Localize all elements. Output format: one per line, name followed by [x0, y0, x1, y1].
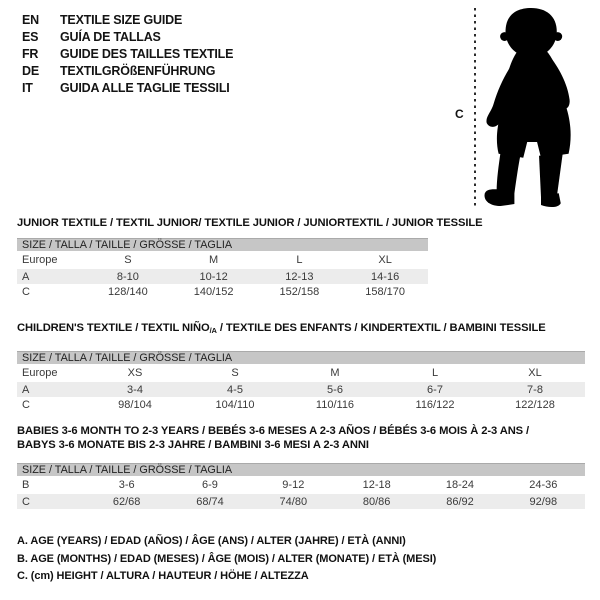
legend-line: C. (cm) HEIGHT / ALTURA / HAUTEUR / HÖHE / ALTEZZA	[17, 570, 309, 582]
table-cell: 152/158	[279, 285, 320, 298]
title-text: /A	[209, 326, 217, 335]
size-table-section	[17, 424, 585, 509]
row-label: A	[22, 383, 30, 396]
table-cell: 3-4	[127, 383, 143, 396]
table-row	[17, 494, 585, 509]
table-cell: 8-10	[116, 270, 139, 283]
table-cell: 3-6	[118, 479, 135, 491]
language-title: GUIDE DES TAILLES TEXTILE	[60, 47, 234, 61]
language-row	[22, 29, 233, 46]
title-text: BABYS 3-6 MONATE BIS 2-3 JAHRE / BAMBINI 3-6 MESI A 2-3 ANNI	[17, 439, 369, 451]
table-cell: 6-9	[202, 479, 218, 491]
table-cell: L	[296, 254, 303, 266]
section-title-line	[17, 321, 585, 338]
row-label: C	[22, 285, 30, 298]
table-cell: 140/152	[193, 285, 234, 298]
table-cell: 9-12	[282, 479, 305, 491]
language-code: DE	[22, 64, 39, 78]
table-row	[17, 284, 428, 299]
legend	[17, 533, 436, 586]
section-title	[17, 216, 483, 230]
table-cell: 10-12	[199, 270, 228, 283]
language-code: EN	[22, 13, 39, 27]
language-row	[22, 63, 233, 80]
height-measure-dashed-line	[474, 8, 476, 208]
table-cell: M	[330, 367, 340, 379]
table-cell: 110/116	[315, 398, 355, 411]
table-cell: 24-36	[529, 479, 558, 491]
table-cell: 80/86	[362, 495, 391, 508]
section-title	[17, 321, 585, 338]
row-label: B	[22, 479, 30, 491]
table-cell: XS	[127, 367, 143, 379]
legend-line: B. AGE (MONTHS) / EDAD (MESES) / ÂGE (MOIS) / ALTER (MONATE) / ETÀ (MESI)	[17, 552, 437, 565]
table-cell: 122/128	[515, 398, 555, 411]
size-table-section	[17, 321, 585, 412]
table-cell: XL	[528, 367, 542, 379]
language-code: ES	[22, 30, 39, 44]
table-row	[17, 397, 585, 412]
table-cell: 116/122	[415, 398, 455, 411]
size-table	[17, 351, 585, 412]
row-label: Europe	[22, 367, 58, 379]
row-label: A	[22, 270, 30, 283]
table-cell: 68/74	[196, 495, 224, 508]
table-cell: XL	[378, 254, 392, 266]
table-cell: L	[431, 367, 439, 379]
legend-line: A. AGE (YEARS) / EDAD (AÑOS) / ÂGE (ANS) / ALTER (JAHRE) / ETÀ (ANNI)	[17, 535, 406, 547]
table-cell: 158/170	[365, 285, 405, 298]
table-cell: 62/68	[112, 495, 141, 508]
table-cell: 6-7	[427, 383, 443, 396]
size-table-section	[17, 216, 483, 299]
height-marker-label: C	[455, 107, 464, 121]
title-text: / TEXTILE DES ENFANTS / KINDERTEXTIL / BAMBINI TESSILE	[216, 322, 546, 334]
table-cell: S	[231, 367, 239, 379]
language-row	[22, 12, 233, 29]
size-table	[17, 463, 585, 509]
size-table	[17, 238, 428, 299]
language-title: GUIDA ALLE TAGLIE TESSILI	[60, 81, 230, 95]
table-cell: 18-24	[445, 479, 475, 491]
table-cell: 7-8	[527, 383, 543, 396]
table-cell: 86/92	[446, 495, 474, 508]
row-label: C	[22, 398, 30, 411]
table-cell: S	[124, 254, 132, 266]
table-cell: M	[209, 254, 219, 266]
table-cell: 128/140	[107, 285, 148, 298]
language-title: TEXTILGRÖßENFÜHRUNG	[60, 64, 216, 78]
language-code: FR	[22, 47, 39, 61]
table-size-header: SIZE / TALLA / TAILLE / GRÖSSE / TAGLIA	[17, 238, 428, 251]
title-text: BABIES 3-6 MONTH TO 2-3 YEARS / BEBÉS 3-6 MESES A 2-3 AÑOS / BÉBÉS 3-6 MOIS À 2-3 ANS /	[17, 425, 530, 437]
table-cell: 74/80	[279, 495, 308, 508]
baby-silhouette-icon	[483, 6, 599, 208]
table-row	[17, 364, 585, 382]
table-cell: 4-5	[227, 383, 243, 396]
table-row	[17, 476, 585, 494]
title-text: JUNIOR TEXTILE / TEXTIL JUNIOR/ TEXTILE JUNIOR / JUNIORTEXTIL / JUNIOR TESSILE	[17, 217, 483, 229]
table-cell: 14-16	[371, 270, 400, 283]
row-label: Europe	[22, 254, 58, 266]
language-list	[22, 12, 233, 97]
language-title: TEXTILE SIZE GUIDE	[60, 13, 183, 27]
table-cell: 104/110	[215, 398, 255, 411]
table-cell: 12-13	[285, 270, 314, 283]
section-title-line	[17, 438, 585, 452]
section-title-line	[17, 424, 585, 438]
table-size-header: SIZE / TALLA / TAILLE / GRÖSSE / TAGLIA	[17, 463, 585, 476]
table-cell: 92/98	[529, 495, 558, 508]
language-title: GUÍA DE TALLAS	[60, 30, 161, 44]
language-row	[22, 80, 233, 97]
language-code: IT	[22, 81, 33, 95]
table-cell: 5-6	[327, 383, 343, 396]
table-cell: 98/104	[118, 398, 152, 411]
table-row	[17, 251, 428, 269]
section-title-line	[17, 216, 483, 230]
table-row	[17, 269, 428, 284]
table-size-header: SIZE / TALLA / TAILLE / GRÖSSE / TAGLIA	[17, 351, 585, 364]
table-row	[17, 382, 585, 397]
table-cell: 12-18	[362, 479, 391, 491]
language-row	[22, 46, 233, 63]
section-title	[17, 424, 585, 452]
row-label: C	[22, 495, 30, 508]
title-text: CHILDREN'S TEXTILE / TEXTIL NIÑO	[17, 322, 210, 334]
